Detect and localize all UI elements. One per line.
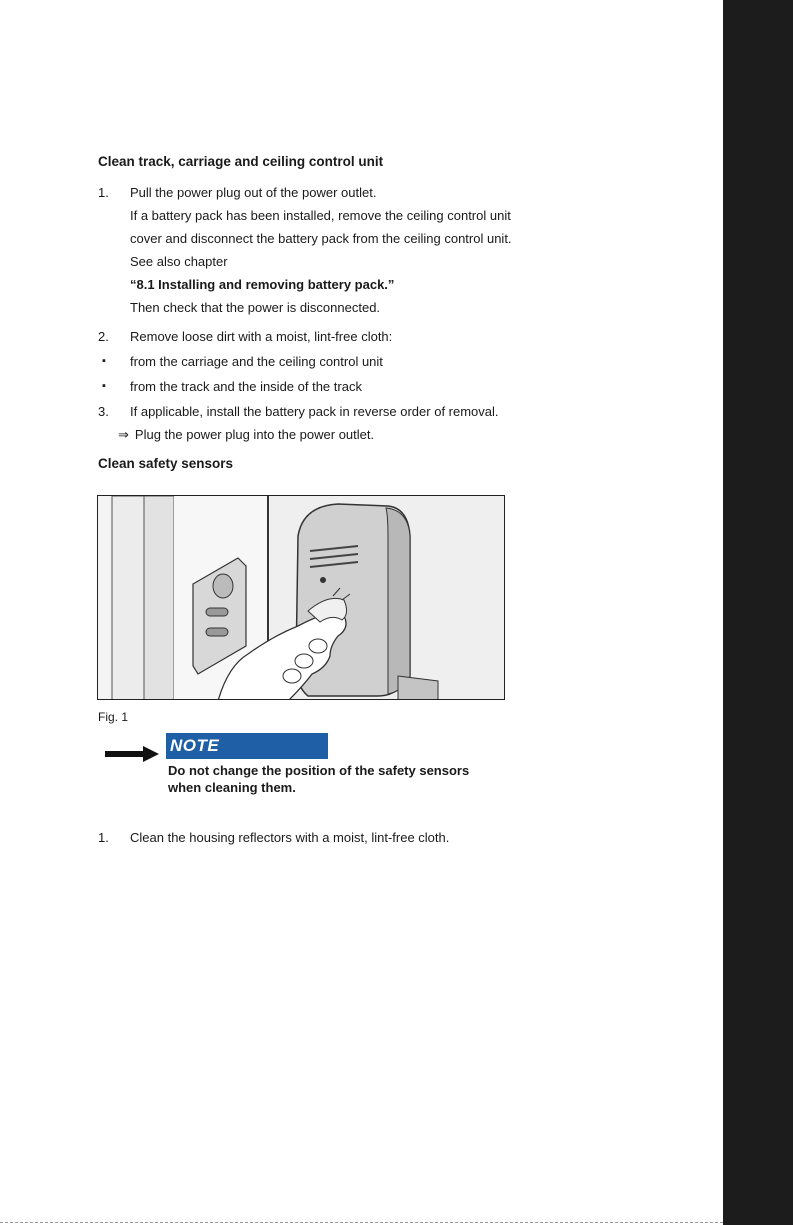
step-text: Clean the housing reflectors with a moist, lint-free cloth. bbox=[130, 830, 450, 845]
list-item bbox=[98, 375, 518, 398]
step-number: 3. bbox=[98, 404, 109, 419]
note-arrow-icon bbox=[105, 746, 159, 762]
section-heading-sensors: Clean safety sensors bbox=[98, 456, 234, 471]
step-number: 1. bbox=[98, 830, 109, 845]
page-bottom-rule bbox=[0, 1222, 723, 1223]
step-1 bbox=[98, 181, 518, 319]
figure-caption: Fig. 1 bbox=[98, 710, 129, 724]
result-text: Plug the power plug into the power outlet. bbox=[134, 427, 375, 442]
step-number: 2. bbox=[98, 329, 109, 344]
list-item-text: from the track and the inside of the track bbox=[130, 379, 362, 394]
cleaning-illustration bbox=[98, 496, 505, 700]
figure-cleaning-sensor bbox=[97, 495, 505, 700]
step-3 bbox=[98, 400, 518, 423]
section-clean-track bbox=[98, 150, 518, 483]
list-item-text: from the carriage and the ceiling control unit bbox=[130, 354, 383, 369]
chapter-reference: “8.1 Installing and removing battery pack.” bbox=[130, 277, 395, 292]
section-heading-track: Clean track, carriage and ceiling control unit bbox=[98, 154, 384, 169]
step-text: If a battery pack has been installed, remove the ceiling control unit cover and disconnect the battery pack from the ceiling control unit. See also chapter bbox=[130, 208, 512, 269]
step-text: If applicable, install the battery pack in reverse order of removal. bbox=[130, 404, 499, 419]
step-2 bbox=[98, 325, 518, 348]
list-item bbox=[98, 350, 518, 373]
step-text: Pull the power plug out of the power outlet. bbox=[130, 185, 377, 200]
step-result bbox=[98, 423, 518, 446]
step-number: 1. bbox=[98, 185, 109, 200]
note-label: NOTE bbox=[166, 733, 328, 759]
result-arrow-icon: ⇒ bbox=[118, 427, 129, 442]
step-text: Then check that the power is disconnected. bbox=[130, 300, 381, 315]
bullet-icon: ▪ bbox=[102, 355, 106, 367]
step-text: Remove loose dirt with a moist, lint-free cloth: bbox=[130, 329, 393, 344]
note-text: Do not change the position of the safety sensors when cleaning them. bbox=[168, 763, 470, 795]
bullet-icon: ▪ bbox=[102, 380, 106, 392]
step-1-sensors bbox=[98, 826, 518, 849]
side-bar bbox=[723, 0, 793, 1225]
